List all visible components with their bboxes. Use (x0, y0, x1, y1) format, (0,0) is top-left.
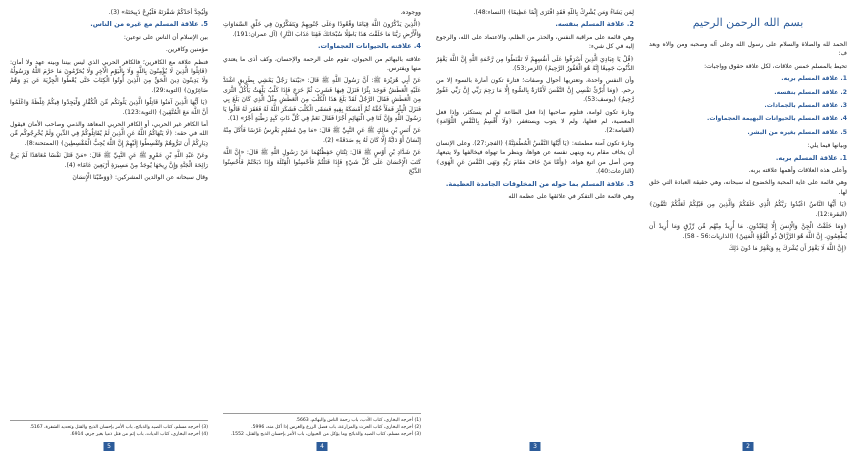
paragraph: فنظم علاقة مع الكافرين؛ فالكافر الحربي الذي ليس بيننا وبينه عهد ولا أمان: ﴿قَاتِلُوا الَّذِينَ لَا يُؤْمِنُونَ بِاللَّهِ وَلَا بِالْيَوْمِ الْآخِرِ وَلَا يُحَرِّمُونَ مَا حَرَّمَ اللَّهُ وَرَسُولُهُ وَلَا يَدِينُونَ دِينَ الْحَقِّ مِنَ الَّذِينَ أُوتُوا الْكِتَابَ حَتَّى يُعْطُوا الْجِزْيَةَ عَن يَدٍ وَهُمْ صَاغِرُونَ﴾ (التوبة:29). (10, 58, 208, 94)
list-item: 1. علاقة المسلم بربه. (781, 75, 847, 83)
paragraph: وأن النفس واحدة، وتعتريها أحوال وصفات؛ فتارة تكون أمارة بالسوء إلا من رحم. ﴿وَمَا أُبَرِّئُ نَفْسِي إِنَّ النَّفْسَ لَأَمَّارَةٌ بِالسُّوءِ إِلَّا مَا رَحِمَ رَبِّي إِنَّ رَبِّي غَفُورٌ رَّحِيمٌ﴾ (يوسف:53). (436, 77, 634, 104)
page-number: 5 (104, 442, 115, 451)
section-heading: 1. علاقة المسلم بربه. (775, 153, 847, 162)
paragraph: وأعلى هذه العلاقات وأهمها علاقته بربه. (748, 167, 847, 175)
paragraph: وتارة تكون آمنة مطمئنة: ﴿يَا أَيَّتُهَا النَّفْسُ الْمُطْمَئِنَّةُ﴾ (الفجر:27). وعلى الإنسان أن يخاف مقام ربه وينهى نفسه عن هواها، وينظر ما تهواه فيخالفها ولا يتبعها، ومن أصل من اتبع هواه. ﴿وَأَمَّا مَنْ خَافَ مَقَامَ رَبِّهِ وَنَهَى النَّفْسَ عَنِ الْهَوَى﴾ (النازعات:40). (436, 139, 634, 176)
paragraph: ﴿يَا أَيُّهَا النَّاسُ اعْبُدُوا رَبَّكُمُ الَّذِي خَلَقَكُمْ وَالَّذِينَ مِن قَبْلِكُمْ لَعَلَّكُمْ تَتَّقُونَ﴾ (البقرة:12). (649, 201, 847, 218)
paragraph: مؤمنين وكافرين. (165, 46, 208, 54)
list-item: 5. علاقة المسلم بغيره من البشر. (747, 128, 847, 136)
paragraph: ﴿يَا أَيُّهَا الَّذِينَ آمَنُوا قَاتِلُوا الَّذِينَ يَلُونَكُم مِّنَ الْكُفَّارِ وَلْيَجِدُوا فِيكُمْ غِلْظَةً وَاعْلَمُوا أَنَّ اللَّهَ مَعَ الْمُتَّقِينَ﴾ (التوبة:123). (10, 99, 208, 116)
footnote: (4) أخرجه البخاري، كتاب الديات، باب إثم من قتل ذميا بغير جرم، 6914. (70, 432, 208, 437)
paragraph: ووجوده. (400, 9, 421, 16)
page-2 (649, 8, 847, 454)
paragraph: ﴿وَمَا خَلَقْتُ الْجِنَّ وَالْإِنسَ إِلَّا لِيَعْبُدُونِ. مَا أُرِيدُ مِنْهُم مِّن رِّزْقٍ وَمَا أُرِيدُ أَن يُطْعِمُونِ. إِنَّ اللَّهَ هُوَ الرَّزَّاقُ ذُو الْقُوَّةِ الْمَتِينُ﴾ (الذاريات:56 - 58). (649, 223, 847, 240)
paragraph: وَلْيُحِدَّ أَحَدُكُمْ شَفْرَتَهُ فَلْيُرِحْ ذَبِيحَتَهُ» (3). (108, 9, 208, 16)
section-heading: 4. علاقته بالحيوانات العجماوات. (318, 42, 421, 51)
paragraph: وهي قائمة على غاية المحبة والخضوع له سبحانه، وهي حقيقة العبادة التي خلق لها. (649, 179, 847, 196)
paragraph: ﴿إِنَّ اللَّهَ لَا يَغْفِرُ أَن يُشْرَكَ بِهِ وَيَغْفِرُ مَا دُونَ ذَلِكَ (728, 244, 847, 252)
list-item: 2. علاقة المسلم بنفسه. (774, 88, 847, 96)
page-5 (10, 8, 208, 454)
footnote: (3) أخرجه مسلم، كتاب الصيد والذبائح، باب الأمر بإحسان الذبح والقتل وتحديد الشفرة، 5167. (29, 425, 208, 430)
page-number: 4 (317, 442, 328, 451)
paragraph: بين الإسلام أن الناس على نوعين: (123, 33, 208, 41)
footnotes (10, 420, 208, 438)
section-heading: 5. علاقة المسلم مع غيره من الناس. (90, 20, 208, 29)
paragraph: الحمد لله والصلاة والسلام على رسول الله وعلى آله وصحبه ومن والاه وبعد ف: (649, 41, 847, 58)
paragraph: وتارة تكون لوامة، فتلوم صاحبها إذا فعل الطاعة لم لم يستكثر، وإذا فعل المعصية، لم فعلها، ولم لا يتوب ويستغفر، ﴿وَلَا أُقْسِمُ بِالنَّفْسِ اللَّوَّامَةِ﴾ (القيامة:2). (436, 108, 634, 135)
paragraph: لِمَن يَشَاءُ وَمَن يُشْرِكْ بِاللَّهِ فَقَدِ افْتَرَى إِثْمًا عَظِيمًا﴾ (النساء:48). (473, 9, 634, 16)
section-heading: 3. علاقة المسلم بما حوله من المخلوقات الجامدة العظيمة. (445, 179, 634, 188)
basmala-heading: بسم الله الرحمن الرحيم (692, 16, 804, 29)
page-number: 3 (530, 442, 541, 451)
paragraph: عَنْ أَبِي هُرَيْرَةَ ﷺ: أَنَّ رَسُولَ اللَّهِ ﷺ قَالَ: «بَيْنَمَا رَجُلٌ يَمْشِي بِطَرِيقٍ اشْتَدَّ عَلَيْهِ الْعَطَشُ فَوَجَدَ بِئْرًا فَنَزَلَ فِيهَا فَشَرِبَ ثُمَّ خَرَجَ فَإِذَا كَلْبٌ يَلْهَثُ يَأْكُلُ الثَّرَى مِنَ الْعَطَشِ فَقَالَ الرَّجُلُ لَقَدْ بَلَغَ هَذَا الْكَلْبَ مِنَ الْعَطَشِ مِثْلُ الَّذِي كَانَ بَلَغَ بِي فَنَزَلَ الْبِئْرَ فَمَلَأَ خُفَّهُ ثُمَّ أَمْسَكَهُ بِفِيهِ فَسَقَى الْكَلْبَ فَشَكَرَ اللَّهُ لَهُ فَغَفَرَ لَهُ قَالُوا يَا رَسُولَ اللَّهِ وَإِنَّ لَنَا فِي الْبَهَائِمِ أَجْرًا فَقَالَ نَعَمْ فِي كُلِّ ذَاتِ كَبِدٍ رَطْبَةٍ أَجْرٌ» (1). (223, 77, 421, 123)
page-4 (223, 8, 421, 454)
list-item: 4. علاقة المسلم بالحيوانات البهيمة العجماوات. (707, 115, 847, 123)
list-item: 3. علاقة المسلم بالجمادات. (764, 102, 847, 110)
paragraph: وعَنْ عَبْدِ اللَّهِ بْنِ عَمْرٍو ﷺ عَنِ النَّبِيِّ ﷺ قَالَ: «مَنْ قَتَلَ نَفْسًا مُعَاهَدًا لَمْ يَرِحْ رَائِحَةَ الْجَنَّةِ وَإِنَّ رِيحَهَا يُوجَدُ مِنْ مَسِيرَةِ أَرْبَعِينَ عَامًا» (4). (10, 152, 208, 169)
paragraph: عَنْ أَنَسِ بْنِ مَالِكٍ ﷺ عَنِ النَّبِيِّ ﷺ قَالَ: «مَا مِنْ مُسْلِمٍ يَغْرِسُ غَرْسًا فَأَكَلَ مِنْهُ إِنْسَانٌ أَوْ دَابَّةٌ إِلَّا كَانَ لَهُ بِهِ صَدَقَةٌ» (2). (223, 127, 421, 144)
relations-list (649, 74, 847, 137)
page-3 (436, 8, 634, 454)
footnote: (2) أخرجه البخاري، كتاب الحرث والمزارعة، باب فضل الزرع والغرس إذا أكل منه، 5996. (251, 425, 421, 430)
section-heading: 2. علاقة المسلم بنفسه. (555, 20, 634, 29)
paragraph: وقال سبحانه عن الوالدين المشركين: ﴿وَوَصَّيْنَا الْإِنسَانَ (72, 174, 208, 182)
paragraph: وهي قائمة على التفكر في علائقها على عظمة الله (508, 192, 634, 200)
paragraph: عَنْ شَدَّادِ بْنِ أَوْسٍ ﷺ قَالَ: ثِنْتَانِ حَفِظْتُهُمَا عَنْ رَسُولِ اللَّهِ ﷺ قَالَ: «إِنَّ اللَّهَ كَتَبَ الْإِحْسَانَ عَلَى كُلِّ شَيْءٍ فَإِذَا قَتَلْتُمْ فَأَحْسِنُوا الْقِتْلَةَ وَإِذَا ذَبَحْتُمْ فَأَحْسِنُوا الذَّبْحَ (223, 149, 421, 176)
footnote: (1) أخرجه البخاري، كتاب الأدب، باب رحمة الناس والبهائم، 5663. (295, 418, 421, 423)
paragraph: وبيانها فيما يلي: (807, 142, 847, 150)
footnotes (223, 413, 421, 438)
page-number: 2 (743, 442, 754, 451)
paragraph: ﴿قُلْ يَا عِبَادِيَ الَّذِينَ أَسْرَفُوا عَلَى أَنفُسِهِمْ لَا تَقْنَطُوا مِن رَّحْمَةِ اللَّهِ إِنَّ اللَّهَ يَغْفِرُ الذُّنُوبَ جَمِيعًا إِنَّهُ هُوَ الْغَفُورُ الرَّحِيمُ﴾ (الزمر:53). (436, 55, 634, 73)
paragraph: تحيط بالمسلم خمس علاقات، لكل علاقة حقوق وواجبات: (704, 62, 847, 70)
paragraph: أما الكافر غير الحربي، أو الكافر الحربي المعاهد والذمي وصاحب الأمان فيقول الله في حقه: ﴿لَا يَنْهَاكُمُ اللَّهُ عَنِ الَّذِينَ لَمْ يُقَاتِلُوكُمْ فِي الدِّينِ وَلَمْ يُخْرِجُوكُم مِّن دِيَارِكُمْ أَن تَبَرُّوهُمْ وَتُقْسِطُوا إِلَيْهِمْ إِنَّ اللَّهَ يُحِبُّ الْمُقْسِطِينَ﴾ (الممتحنة:8). (10, 121, 208, 147)
footnote: (3) أخرجه مسلم، كتاب الصيد والذبائح وما يؤكل من الحيوان، باب الأمر بإحسان الذبح والقتل، 1552. (230, 432, 421, 437)
paragraph: ﴿الَّذِينَ يَذْكُرُونَ اللَّهَ قِيَامًا وَقُعُودًا وَعَلَى جُنُوبِهِمْ وَيَتَفَكَّرُونَ فِي خَلْقِ السَّمَاوَاتِ وَالْأَرْضِ رَبَّنَا مَا خَلَقْتَ هَذَا بَاطِلًا سُبْحَانَكَ فَقِنَا عَذَابَ النَّارِ﴾ (آل عمران:191). (223, 21, 421, 38)
paragraph: علاقته بالبهائم من الحيوان، تقوم على الرحمة والإحسان، وكف أذى ما يعتدي منها ويفترس. (223, 55, 421, 73)
paragraph: وهي قائمة على مراقبة النفس، والحذر من الظلم، والاعتماد على الله، والرجوع إليه في كل شيء: (436, 33, 634, 51)
